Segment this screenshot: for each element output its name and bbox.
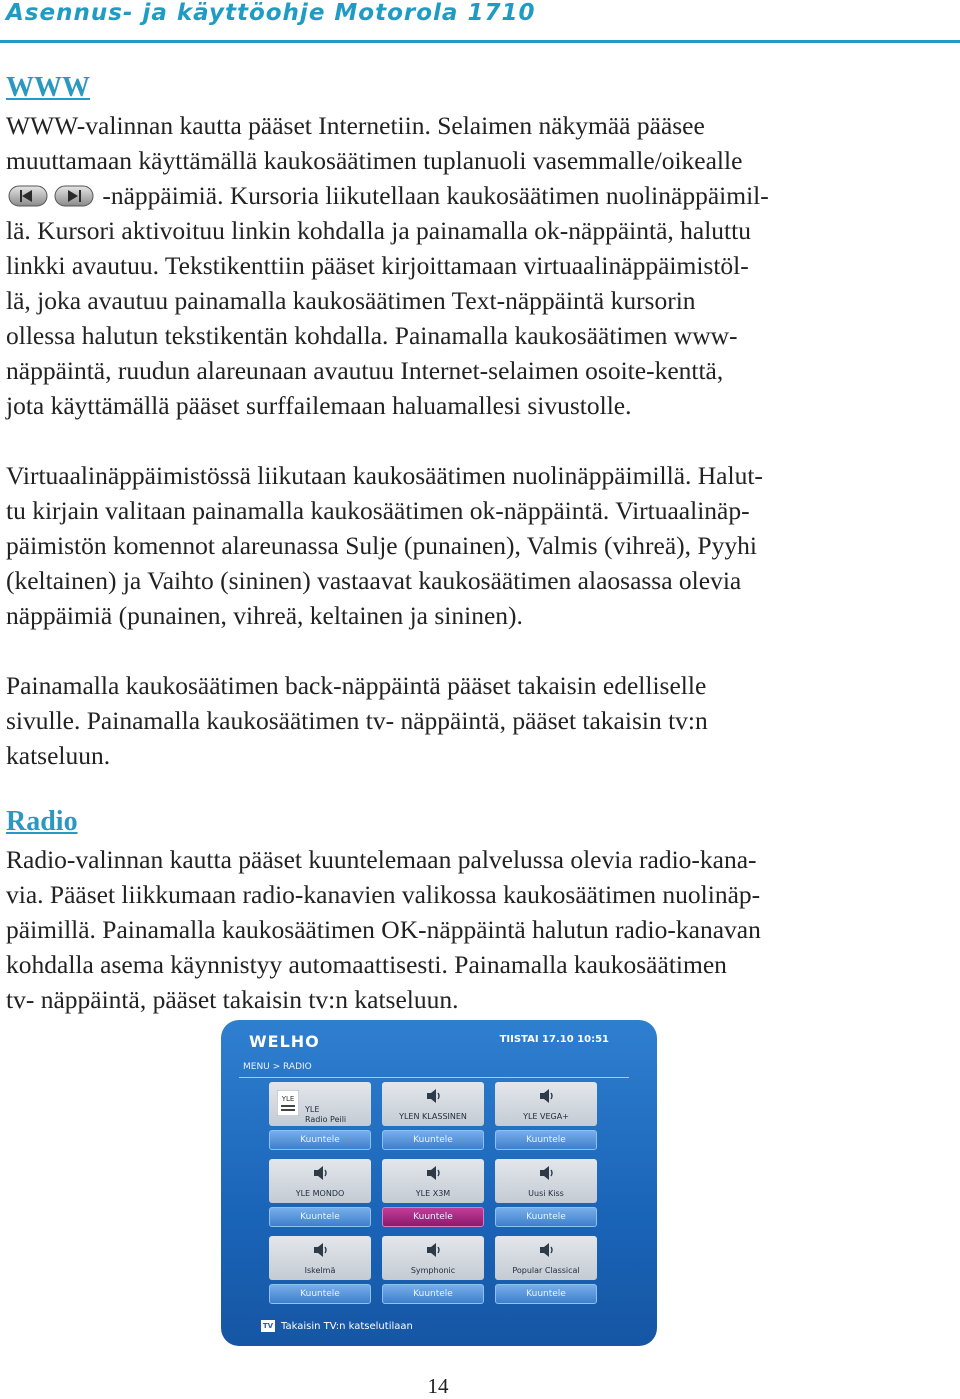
listen-button[interactable]: Kuuntele [495, 1207, 597, 1227]
channel-card [495, 1159, 597, 1203]
speaker-icon [539, 1242, 553, 1258]
text-line: sivulle. Painamalla kaukosäätimen tv- näppäintä, pääset takaisin tv:n [6, 706, 708, 735]
text-line: (keltainen) ja Vaihto (sininen) vastaavat kaukosäätimen alaosassa olevia [6, 566, 742, 595]
text-line: lä. Kursori aktivoituu linkin kohdalla ja painamalla ok-näppäintä, haluttu [6, 216, 751, 245]
radio-channel-tile[interactable] [382, 1082, 484, 1154]
channel-card [495, 1082, 597, 1126]
text-line: Virtuaalinäppäimistössä liikutaan kaukosäätimen nuolinäppäimillä. Halut- [6, 461, 763, 490]
text-line: kohdalla asema käynnistyy automaattisesti. Painamalla kaukosäätimen [6, 950, 727, 979]
radio-channel-grid [269, 1082, 609, 1304]
radio-menu-screenshot [221, 1020, 657, 1346]
listen-button[interactable]: Kuuntele [495, 1130, 597, 1150]
radio-channel-tile[interactable] [495, 1236, 597, 1308]
radio-heading: Radio [6, 806, 78, 837]
radio-channel-tile[interactable] [495, 1082, 597, 1154]
channel-name: YLE MONDO [295, 1189, 345, 1198]
listen-button[interactable]: Kuuntele [495, 1284, 597, 1304]
channel-card [495, 1236, 597, 1280]
www-paragraph-2 [6, 458, 906, 633]
channel-name: Popular Classical [512, 1266, 580, 1275]
listen-button[interactable]: Kuuntele [382, 1207, 484, 1227]
channel-card [269, 1236, 371, 1280]
speaker-icon [426, 1165, 440, 1181]
listen-button[interactable]: Kuuntele [269, 1284, 371, 1304]
text-line: ollessa halutun tekstikentän kohdalla. Painamalla kaukosäätimen www- [6, 321, 738, 350]
yle-radio-logo-icon [277, 1090, 299, 1116]
text-line: muuttamaan käyttämällä kaukosäätimen tuplanuoli vasemmalle/oikealle [6, 146, 743, 175]
radio-channel-tile[interactable] [382, 1236, 484, 1308]
text-line: lä, joka avautuu painamalla kaukosäätimen Text-näppäintä kursorin [6, 286, 696, 315]
text-line [6, 178, 906, 213]
document-header-title: Asennus- ja käyttöohje Motorola 1710 [6, 0, 536, 26]
speaker-icon [426, 1242, 440, 1258]
text-line: jota käyttämällä pääset surffailemaan haluamallesi sivustolle. [6, 391, 632, 420]
channel-card [382, 1236, 484, 1280]
text-line: linkki avautuu. Tekstikenttiin pääset kirjoittamaan virtuaalinäppäimistöl- [6, 251, 749, 280]
text-line: päimillä. Painamalla kaukosäätimen OK-näppäintä halutun radio-kanavan [6, 915, 761, 944]
radio-channel-tile[interactable] [269, 1236, 371, 1308]
www-heading: WWW [6, 72, 90, 103]
channel-name: Uusi Kiss [528, 1189, 564, 1198]
channel-card [269, 1159, 371, 1203]
text-line: Radio-valinnan kautta pääset kuuntelemaan palvelussa olevia radio-kana- [6, 845, 757, 874]
text-line: päimistön komennot alareunassa Sulje (punainen), Valmis (vihreä), Pyyhi [6, 531, 757, 560]
tv-breadcrumb: MENU > RADIO [243, 1062, 312, 1072]
channel-card [269, 1082, 371, 1126]
speaker-icon [313, 1165, 327, 1181]
radio-channel-tile[interactable] [269, 1082, 371, 1154]
text-line: tv- näppäintä, pääset takaisin tv:n katseluun. [6, 985, 459, 1014]
page-number: 14 [427, 1374, 449, 1398]
channel-name: Symphonic [410, 1266, 456, 1275]
radio-paragraph [6, 842, 906, 1017]
channel-card [382, 1082, 484, 1126]
speaker-icon [426, 1088, 440, 1104]
channel-name: YLE X3M [415, 1189, 451, 1198]
text-line: Painamalla kaukosäätimen back-näppäintä pääset takaisin edelliselle [6, 671, 707, 700]
channel-name: YLEN KLASSINEN [399, 1112, 467, 1121]
text-line: katseluun. [6, 741, 111, 770]
double-arrow-keys-icon [8, 185, 96, 207]
tv-clock: TIISTAI 17.10 10:51 [499, 1034, 609, 1045]
radio-channel-tile[interactable] [269, 1159, 371, 1231]
listen-button[interactable]: Kuuntele [269, 1130, 371, 1150]
text-line: WWW-valinnan kautta pääset Internetiin. Selaimen näkymää pääsee [6, 111, 705, 140]
tv-footer-text: Takaisin TV:n katselutilaan [281, 1321, 413, 1332]
speaker-icon [539, 1088, 553, 1104]
www-paragraph-1 [6, 108, 906, 423]
channel-name: YLE VEGA+ [523, 1112, 569, 1121]
speaker-icon [313, 1242, 327, 1258]
text-line: näppäintä, ruudun alareunaan avautuu Internet-selaimen osoite-kenttä, [6, 356, 724, 385]
tv-footer [261, 1320, 413, 1332]
channel-name: Iskelmä [304, 1266, 336, 1275]
channel-card [382, 1159, 484, 1203]
radio-channel-tile[interactable] [495, 1159, 597, 1231]
header-rule [0, 40, 960, 43]
listen-button[interactable]: Kuuntele [382, 1284, 484, 1304]
listen-button[interactable]: Kuuntele [269, 1207, 371, 1227]
channel-name: YLE Radio Peili [305, 1105, 347, 1124]
welho-logo: WELHO [249, 1032, 320, 1051]
text-line: näppäimiä (punainen, vihreä, keltainen ja sininen). [6, 601, 523, 630]
www-paragraph-3 [6, 668, 906, 773]
tv-badge-icon: TV [262, 1322, 274, 1330]
text-line: via. Pääset liikkumaan radio-kanavien valikossa kaukosäätimen nuolinäp- [6, 880, 761, 909]
text-line-content: -näppäimiä. Kursoria liikutellaan kaukosäätimen nuolinäppäimil- [102, 181, 769, 210]
speaker-icon [539, 1165, 553, 1181]
text-line: tu kirjain valitaan painamalla kaukosäätimen ok-näppäintä. Virtuaalinäp- [6, 496, 750, 525]
tv-breadcrumb-rule [239, 1077, 629, 1078]
yle-logo-text: YLE [281, 1095, 295, 1103]
listen-button[interactable]: Kuuntele [382, 1130, 484, 1150]
radio-channel-tile[interactable] [382, 1159, 484, 1231]
